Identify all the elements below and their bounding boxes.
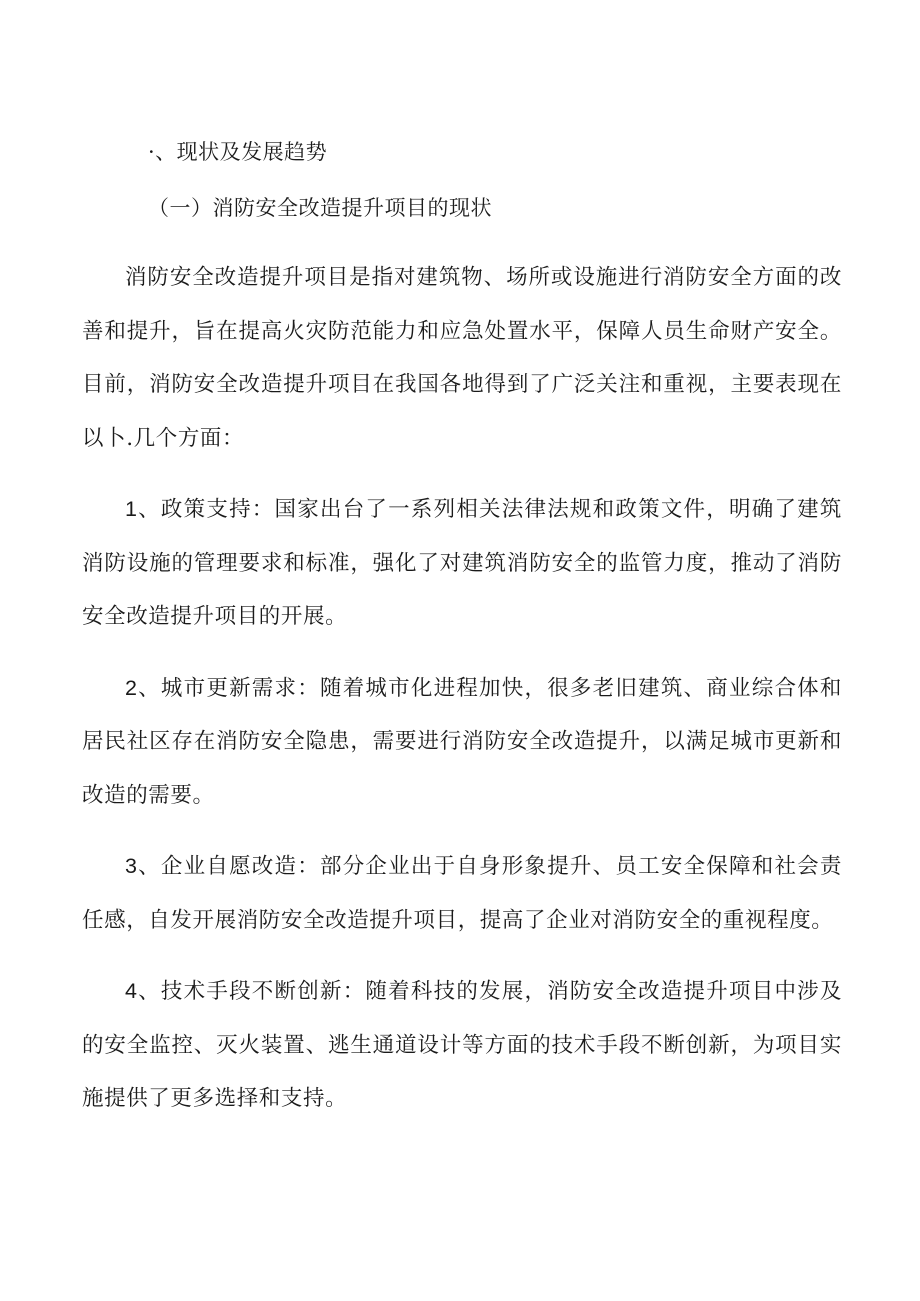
- intro-paragraph: 消防安全改造提升项目是指对建筑物、场所或设施进行消防安全方面的改善和提升，旨在提高火灾防范能力和应急处置水平，保障人员生命财产安全。目前，消防安全改造提升项目在我国各地得到了广泛关注和重视，主要表现在以卜.几个方面：: [82, 265, 842, 451]
- document-body: [82, 133, 842, 1144]
- list-item-text: 、政策支持：国家出台了一系列相关法律法规和政策文件，明确了建筑消防设施的管理要求和标准，强化了对建筑消防安全的监管力度，推动了消防安全改造提升项目的开展。: [82, 497, 842, 629]
- list-item-number: 4: [125, 979, 138, 1003]
- list-item: [82, 965, 842, 1126]
- list-item-number: 1: [125, 497, 138, 521]
- list-item-text: 、企业自愿改造：部分企业出于自身形象提升、员工安全保障和社会责任感，自发开展消防安全改造提升项目，提高了企业对消防安全的重视程度。: [82, 854, 842, 933]
- list-item: [82, 662, 842, 823]
- list-item-number: 2: [125, 675, 138, 700]
- list-item: [82, 483, 842, 644]
- list-item: [82, 840, 842, 947]
- subsection-heading: （一）消防安全改造提升项目的现状: [148, 196, 492, 220]
- list-item-number: 3: [125, 854, 138, 878]
- list-item-text: 、城市更新需求：随着城市化进程加快，很多老旧建筑、商业综合体和居民社区存在消防安全隐患，需要进行消防安全改造提升，以满足城市更新和改造的需要。: [82, 675, 842, 808]
- list-item-text: 、技术手段不断创新：随着科技的发展，消防安全改造提升项目中涉及的安全监控、灭火装置、逃生通道设计等方面的技术手段不断创新，为项目实施提供了更多选择和支持。: [82, 979, 842, 1111]
- section-heading: ·、现状及发展趋势: [148, 140, 328, 164]
